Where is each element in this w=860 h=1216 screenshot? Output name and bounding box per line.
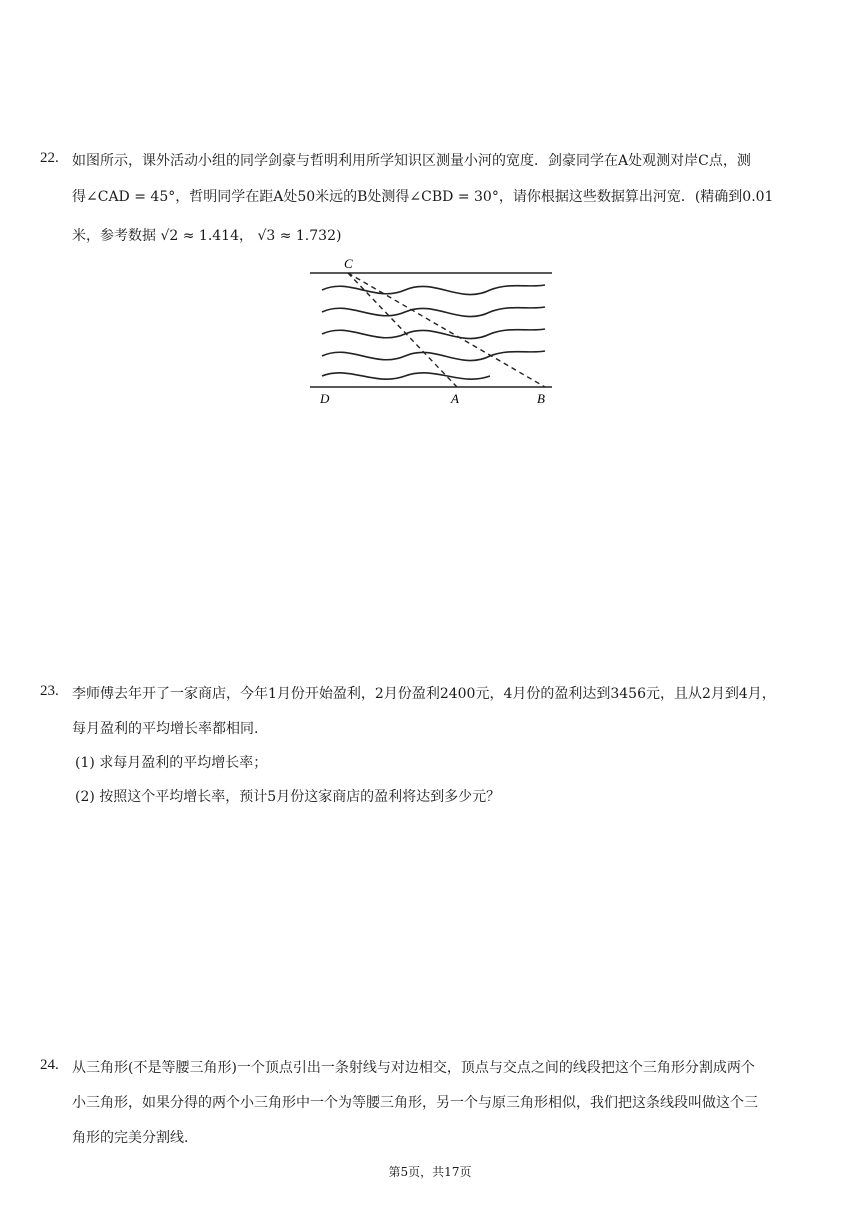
question-number: 24. bbox=[40, 1057, 59, 1073]
question-text-line: 每月盈利的平均增长率都相同. bbox=[72, 721, 259, 737]
river-waves bbox=[322, 285, 545, 379]
question-text-line: 从三角形(不是等腰三角形)一个顶点引出一条射线与对边相交，顶点与交点之间的线段把这个三角形分割成两个 bbox=[72, 1060, 755, 1076]
question-text-line: 李师傅去年开了一家商店，今年1月份开始盈利，2月份盈利2400元，4月份的盈利达到3456元，且从2月到4月， bbox=[72, 686, 776, 702]
label-A: A bbox=[451, 391, 459, 406]
question-text-line: 角形的完美分割线. bbox=[72, 1130, 189, 1146]
question-text-line: 小三角形，如果分得的两个小三角形中一个为等腰三角形，另一个与原三角形相似，我们把这条线段叫做这个三 bbox=[72, 1095, 758, 1111]
label-B: B bbox=[537, 391, 545, 406]
question-number: 23. bbox=[40, 683, 59, 699]
label-D: D bbox=[320, 391, 330, 406]
sub-question-1: (1) 求每月盈利的平均增长率； bbox=[75, 755, 268, 771]
page-footer: 第5页，共17页 bbox=[388, 1165, 472, 1179]
label-C: C bbox=[344, 256, 353, 271]
sub-question-2: (2) 按照这个平均增长率，预计5月份这家商店的盈利将达到多少元？ bbox=[75, 789, 501, 805]
river-figure bbox=[300, 255, 565, 410]
question-text-line: 如图所示，课外活动小组的同学剑豪与哲明利用所学知识区测量小河的宽度．剑豪同学在A处观测对岸C点，测 bbox=[72, 153, 751, 169]
question-text-line: 米，参考数据 √2 ≈ 1.414， √3 ≈ 1.732) bbox=[72, 228, 342, 244]
question-text-line: 得∠CAD = 45°，哲明同学在距A处50米远的B处测得∠CBD = 30°，请你根据这些数据算出河宽．(精确到0.01 bbox=[72, 189, 774, 205]
question-number: 22. bbox=[40, 150, 59, 166]
